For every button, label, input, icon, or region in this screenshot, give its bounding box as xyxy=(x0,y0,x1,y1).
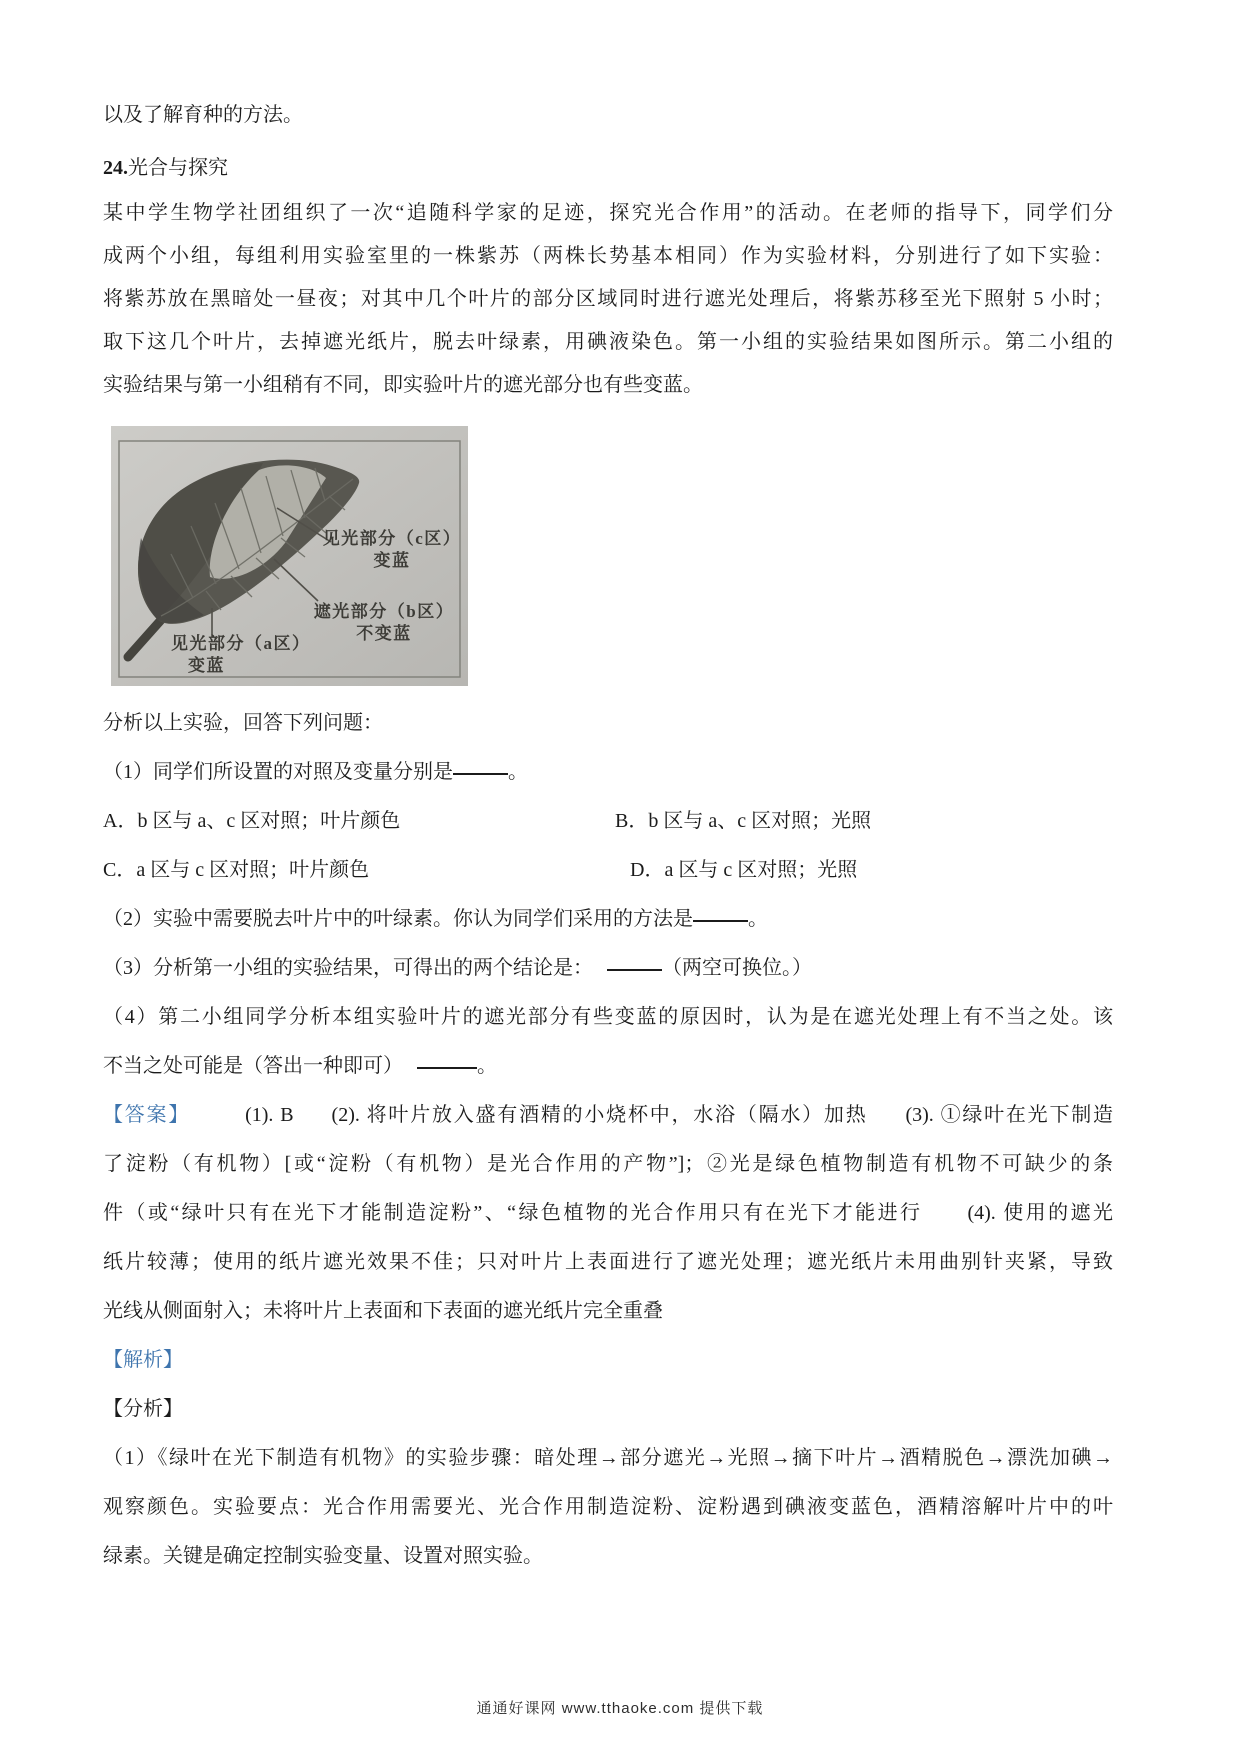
page-footer xyxy=(0,1697,1240,1718)
answer-seg3: (3). ①绿叶在光下制造 xyxy=(905,1104,1113,1126)
analysis-line: 观察颜色。实验要点：光合作用需要光、光合作用制造淀粉、淀粉遇到碘液变蓝色，酒精溶解叶片中的叶 xyxy=(103,1496,1113,1518)
footer-text: 通通好课网 www.tthaoke.com 提供下载 xyxy=(476,1700,764,1717)
spacer xyxy=(294,1120,332,1121)
figure-label-c-line1: 见光部分（c区） xyxy=(322,529,462,548)
spacer xyxy=(190,1120,245,1121)
analysis-block xyxy=(103,1434,1113,1581)
answer-line2: 了淀粉（有机物）[或“淀粉（有机物）是光合作用的产物”]；②光是绿色植物制造有机物不可缺少的条 xyxy=(103,1153,1113,1175)
stem-line: 实验结果与第一小组稍有不同，即实验叶片的遮光部分也有些变蓝。 xyxy=(103,374,703,396)
question-1-tail: 。 xyxy=(508,761,528,783)
answer-line3a: 件（或“绿叶只有在光下才能制造淀粉”、“绿色植物的光合作用只有在光下才能进行 xyxy=(103,1202,923,1224)
figure-label-a-line2: 变蓝 xyxy=(188,656,225,675)
spacer xyxy=(593,973,607,974)
question-3-tail: （两空可换位。） xyxy=(662,957,812,979)
answer-block xyxy=(103,1091,1113,1336)
answer-seg1: (1). B xyxy=(245,1104,294,1126)
figure-label-c-line2: 变蓝 xyxy=(373,551,411,570)
answer-blank xyxy=(453,771,508,775)
answer-label: 【答案】 xyxy=(103,1104,191,1126)
answer-blank xyxy=(693,918,748,922)
answer-line4: 纸片较薄；使用的纸片遮光效果不佳；只对叶片上表面进行了遮光处理；遮光纸片未用曲别针夹紧，导致 xyxy=(103,1251,1113,1273)
jiexi-label: 【解析】 xyxy=(103,1349,183,1371)
question-2-tail: 。 xyxy=(748,908,768,930)
spacer xyxy=(922,1218,967,1219)
question-4 xyxy=(103,993,1113,1091)
option-a: A．b 区与 a、c 区对照；叶片颜色 xyxy=(103,810,401,832)
stem-line: 成两个小组，每组利用实验室里的一株紫苏（两株长势基本相同）作为实验材料，分别进行了如下实验： xyxy=(103,245,1113,267)
figure-label-c xyxy=(321,528,463,572)
answer-line5: 光线从侧面射入；未将叶片上表面和下表面的遮光纸片完全重叠 xyxy=(103,1300,663,1322)
stem-line: 某中学生物学社团组织了一次“追随科学家的足迹，探究光合作用”的活动。在老师的指导下，同学们分 xyxy=(103,202,1113,224)
stem-line: 取下这几个叶片，去掉遮光纸片，脱去叶绿素，用碘液染色。第一小组的实验结果如图所示。第二小组的 xyxy=(103,331,1113,353)
option-b: B．b 区与 a、c 区对照；光照 xyxy=(615,810,872,832)
analysis-prompt: 分析以上实验，回答下列问题： xyxy=(103,712,383,734)
experiment-figure xyxy=(111,426,468,686)
question-title: 光合与探究 xyxy=(128,157,228,179)
answer-blank xyxy=(607,967,662,971)
analysis-line: 绿素。关键是确定控制实验变量、设置对照实验。 xyxy=(103,1545,543,1567)
answer-line1 xyxy=(103,1091,1113,1140)
question-2-text: （2）实验中需要脱去叶片中的叶绿素。你认为同学们采用的方法是 xyxy=(103,908,693,930)
question-stem xyxy=(103,192,1113,407)
intro-text: 以及了解育种的方法。 xyxy=(103,104,303,126)
question-2 xyxy=(103,895,1113,944)
figure-label-b-line1: 遮光部分（b区） xyxy=(313,602,455,621)
answer-line3 xyxy=(103,1189,1113,1238)
analysis-line: （1）《绿叶在光下制造有机物》的实验步骤：暗处理→部分遮光→光照→摘下叶片→酒精脱色→漂洗加碘→ xyxy=(103,1447,1113,1469)
document-page xyxy=(103,91,1113,1581)
options-row-1 xyxy=(103,797,1113,846)
answer-blank xyxy=(417,1065,477,1069)
question-1 xyxy=(103,748,1113,797)
question-3 xyxy=(103,944,1113,993)
figure-label-a-line1: 见光部分（a区） xyxy=(171,634,311,653)
question-1-text: （1）同学们所设置的对照及变量分别是 xyxy=(103,761,453,783)
option-d: D．a 区与 c 区对照；光照 xyxy=(630,859,858,881)
question-number: 24. xyxy=(103,157,128,179)
figure-label-b-line2: 不变蓝 xyxy=(356,624,412,643)
question-4-line2 xyxy=(103,1042,1113,1091)
question-4-line1: （4）第二小组同学分析本组实验叶片的遮光部分有些变蓝的原因时，认为是在遮光处理上有不当之处。该 xyxy=(103,1006,1113,1028)
fenxi-label: 【分析】 xyxy=(103,1398,183,1420)
question-4-line2-text: 不当之处可能是（答出一种即可） xyxy=(103,1055,403,1077)
options-row-2 xyxy=(103,846,1113,895)
question-4-line2-tail: 。 xyxy=(477,1055,497,1077)
figure-label-a xyxy=(171,633,341,677)
answer-seg2: (2). 将叶片放入盛有酒精的小烧杯中，水浴（隔水）加热 xyxy=(331,1104,868,1126)
option-c: C．a 区与 c 区对照；叶片颜色 xyxy=(103,859,370,881)
question-heading xyxy=(103,144,1113,192)
stem-line: 将紫苏放在黑暗处一昼夜；对其中几个叶片的部分区域同时进行遮光处理后，将紫苏移至光下照射 5 小时； xyxy=(103,288,1113,310)
spacer xyxy=(403,1071,417,1072)
question-3-text: （3）分析第一小组的实验结果，可得出的两个结论是： xyxy=(103,957,593,979)
answer-line3b: (4). 使用的遮光 xyxy=(967,1202,1113,1224)
spacer xyxy=(867,1120,905,1121)
